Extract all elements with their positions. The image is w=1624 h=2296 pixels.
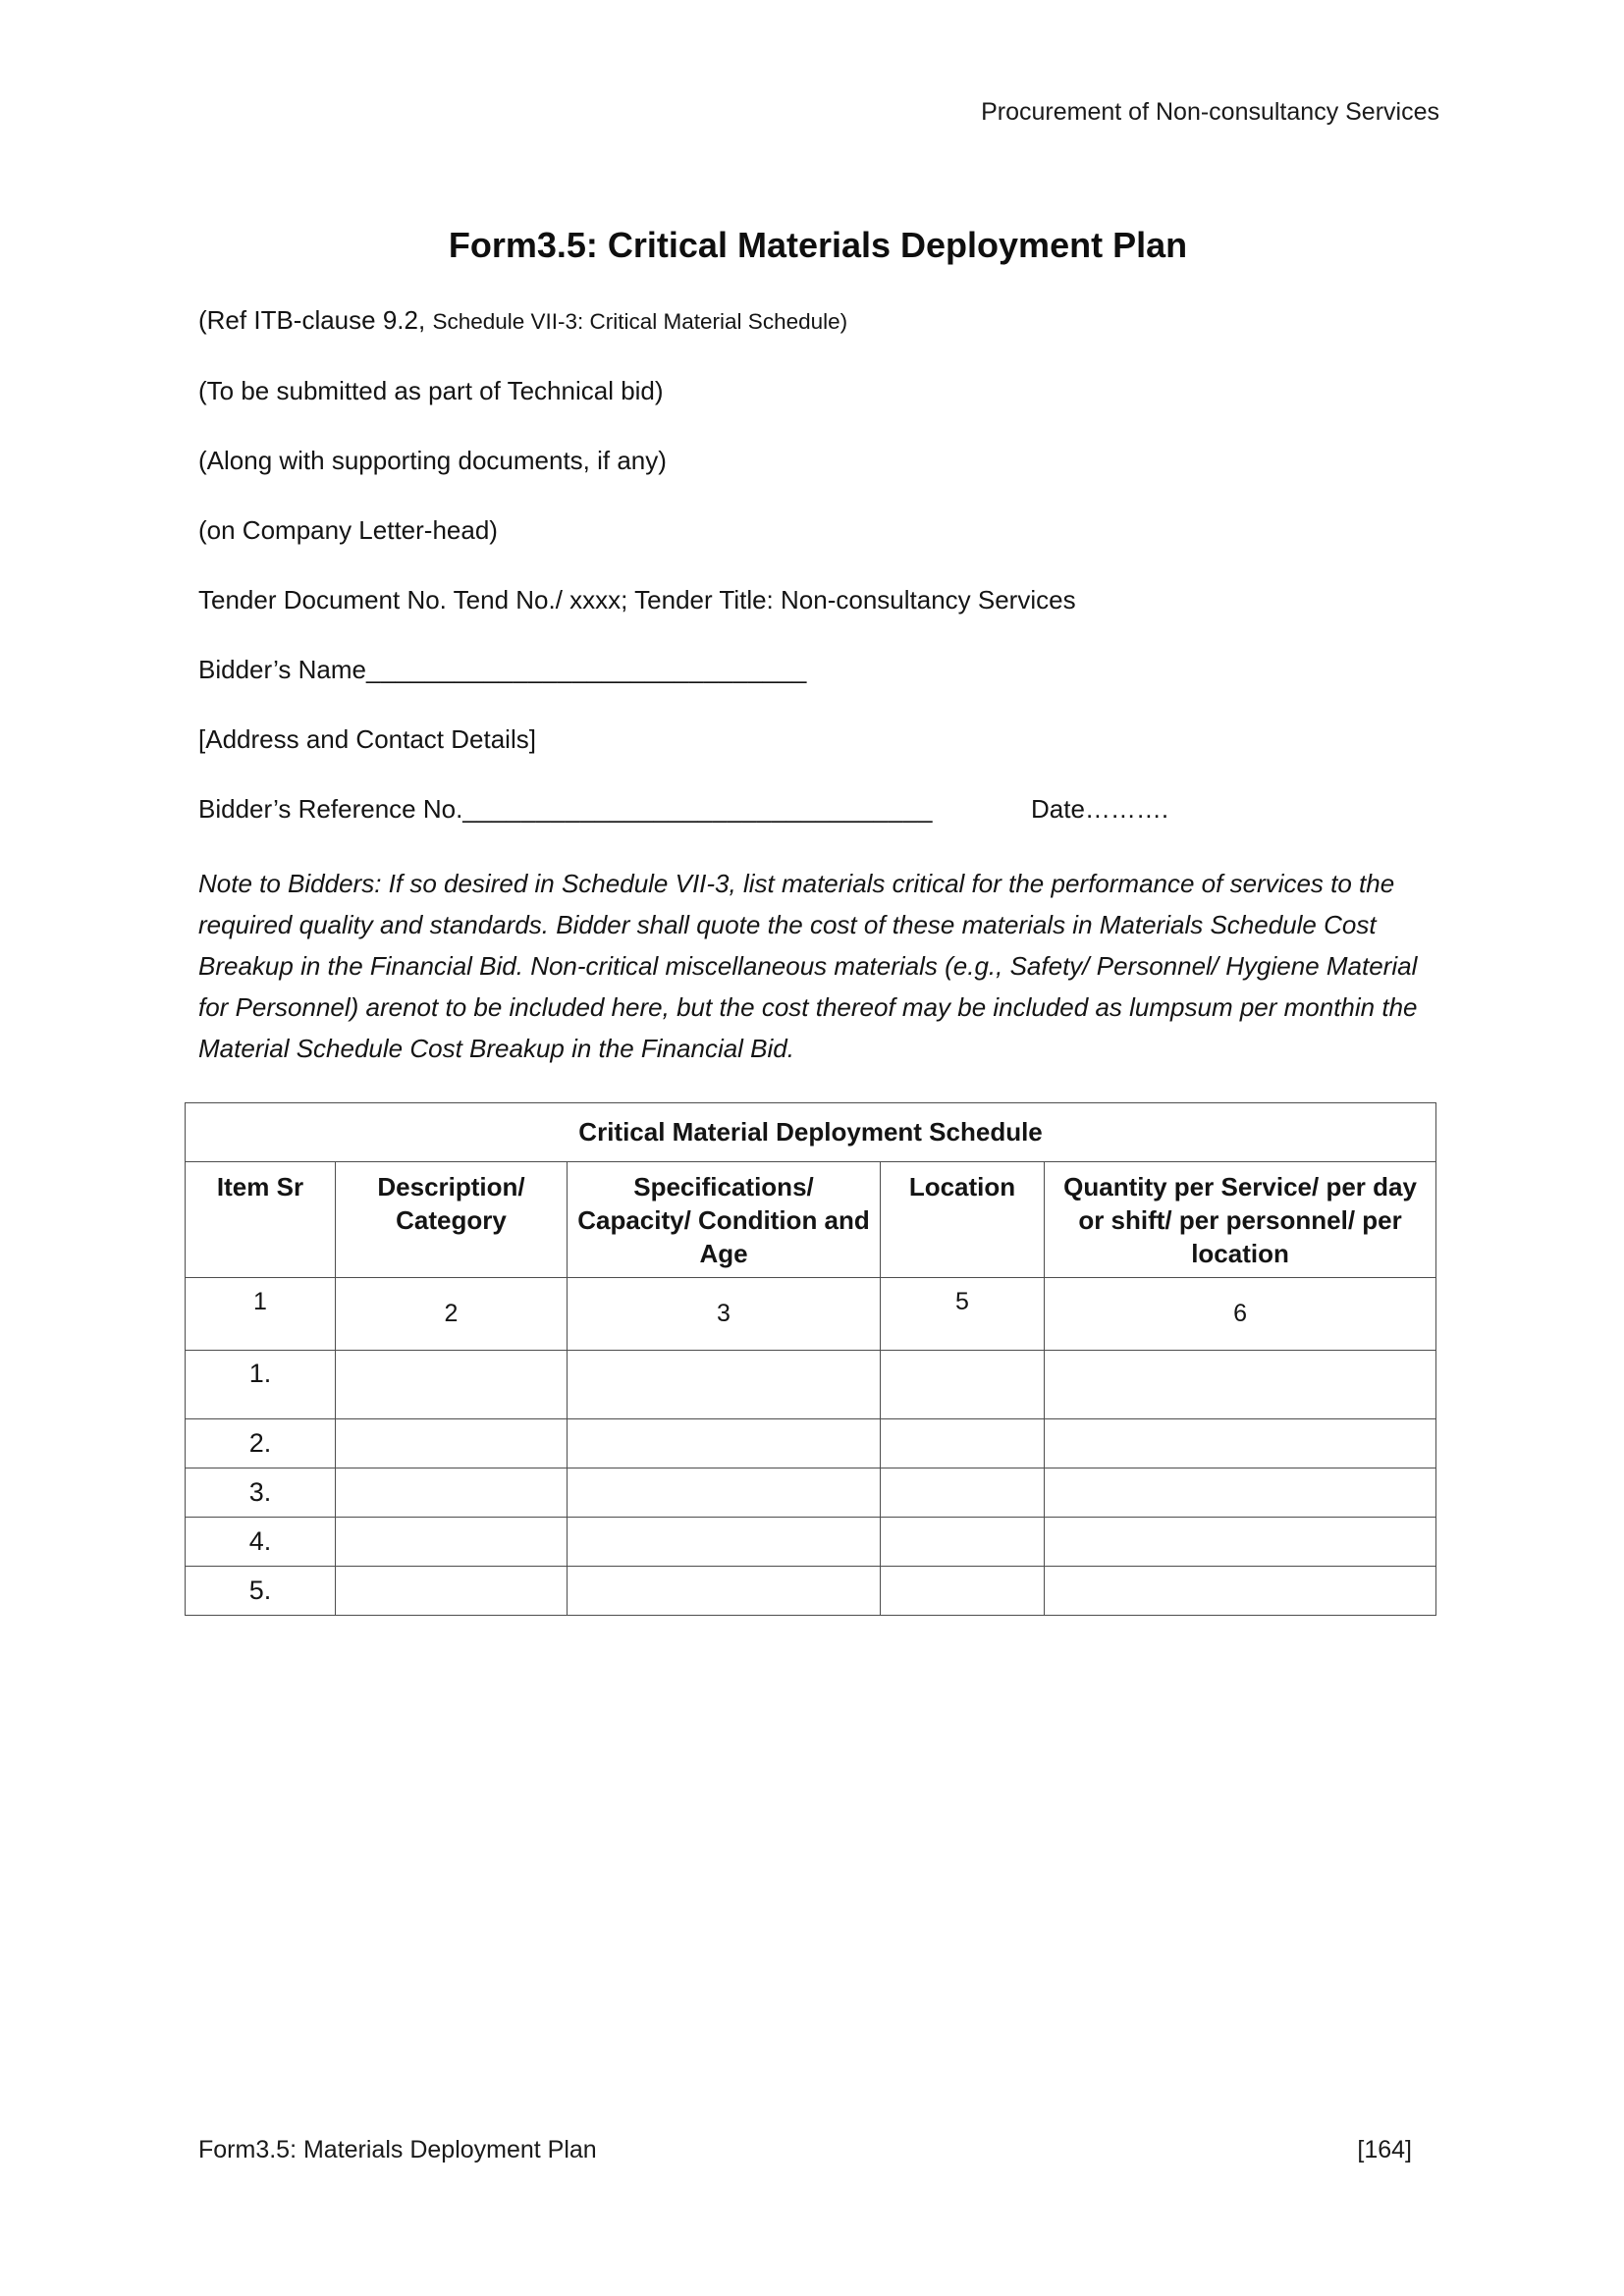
empty-cell (1045, 1567, 1436, 1616)
row-sr: 5. (186, 1567, 336, 1616)
empty-cell (1045, 1351, 1436, 1419)
empty-cell (881, 1419, 1045, 1468)
column-number-2: 2 (336, 1278, 568, 1351)
empty-cell (568, 1567, 881, 1616)
empty-cell (336, 1419, 568, 1468)
empty-cell (1045, 1518, 1436, 1567)
empty-cell (568, 1351, 881, 1419)
note-to-bidders: Note to Bidders: If so desired in Schedule VII-3, list materials critical for the performance of services to the required quality and standards. Bidder shall quote the cost of these materials in Materials Schedule Cost Breakup in the Financial Bid. Non-critical miscellaneous materials (e.g., Safety/ Personnel/ Hygiene Material for Personnel) arenot to be included here, but the cost thereof may be included as lumpsum per monthin the Material Schedule Cost Breakup in the Financial Bid. (198, 869, 1418, 1063)
empty-cell (881, 1351, 1045, 1419)
submission-note-line: (To be submitted as part of Technical bid) (198, 376, 664, 405)
ref-clause-schedule: Schedule VII-3: Critical Material Schedule) (432, 309, 848, 334)
table-row (186, 1419, 1436, 1468)
ref-clause-line (198, 304, 1437, 338)
column-number-5: 5 (881, 1278, 1045, 1351)
bidder-name-label: Bidder’s Name (198, 655, 367, 684)
bidder-name-blank: ______________________________ (366, 655, 807, 684)
empty-cell (568, 1468, 881, 1518)
empty-cell (336, 1468, 568, 1518)
supporting-docs-line: (Along with supporting documents, if any) (198, 446, 667, 475)
empty-cell (881, 1518, 1045, 1567)
column-number-1: 1 (186, 1278, 336, 1351)
column-header-quantity: Quantity per Service/ per day or shift/ per personnel/ per location (1045, 1162, 1436, 1278)
reference-date-line (198, 793, 1437, 826)
table-row (186, 1468, 1436, 1518)
table-title-row (186, 1103, 1436, 1162)
column-number-3: 3 (568, 1278, 881, 1351)
address-line: [Address and Contact Details] (198, 724, 536, 754)
empty-cell (1045, 1419, 1436, 1468)
column-header-item-sr: Item Sr (186, 1162, 336, 1278)
column-number-6: 6 (1045, 1278, 1436, 1351)
empty-cell (336, 1567, 568, 1616)
row-sr: 3. (186, 1468, 336, 1518)
empty-cell (881, 1567, 1045, 1616)
footer-form-name: Form3.5: Materials Deployment Plan (198, 2136, 597, 2163)
bidder-name-line (198, 654, 1437, 686)
column-header-specifications: Specifications/ Capacity/ Condition and Age (568, 1162, 881, 1278)
column-header-location: Location (881, 1162, 1045, 1278)
row-sr: 1. (186, 1351, 336, 1419)
empty-cell (568, 1419, 881, 1468)
row-sr: 4. (186, 1518, 336, 1567)
row-sr: 2. (186, 1419, 336, 1468)
empty-cell (336, 1351, 568, 1419)
reference-label: Bidder’s Reference No. (198, 794, 463, 824)
column-number-row (186, 1278, 1436, 1351)
critical-material-schedule-table (185, 1102, 1436, 1616)
empty-cell (568, 1518, 881, 1567)
reference-blank: ________________________________ (462, 794, 934, 824)
table-row (186, 1518, 1436, 1567)
page-footer (198, 2136, 1412, 2164)
letterhead-line: (on Company Letter-head) (198, 515, 498, 545)
empty-cell (336, 1518, 568, 1567)
empty-cell (1045, 1468, 1436, 1518)
column-header-description: Description/ Category (336, 1162, 568, 1278)
footer-page-number: [164] (1357, 2136, 1412, 2163)
form-title: Form3.5: Critical Materials Deployment Plan (448, 225, 1188, 265)
table-row (186, 1567, 1436, 1616)
table-row (186, 1351, 1436, 1419)
running-header: Procurement of Non-consultancy Services (981, 98, 1439, 126)
table-title: Critical Material Deployment Schedule (186, 1103, 1436, 1162)
ref-clause-main: (Ref ITB-clause 9.2, (198, 305, 426, 335)
tender-info-line: Tender Document No. Tend No./ xxxx; Tender Title: Non-consultancy Services (198, 585, 1076, 614)
table-header-row (186, 1162, 1436, 1278)
date-label: Date………. (1031, 794, 1169, 824)
empty-cell (881, 1468, 1045, 1518)
